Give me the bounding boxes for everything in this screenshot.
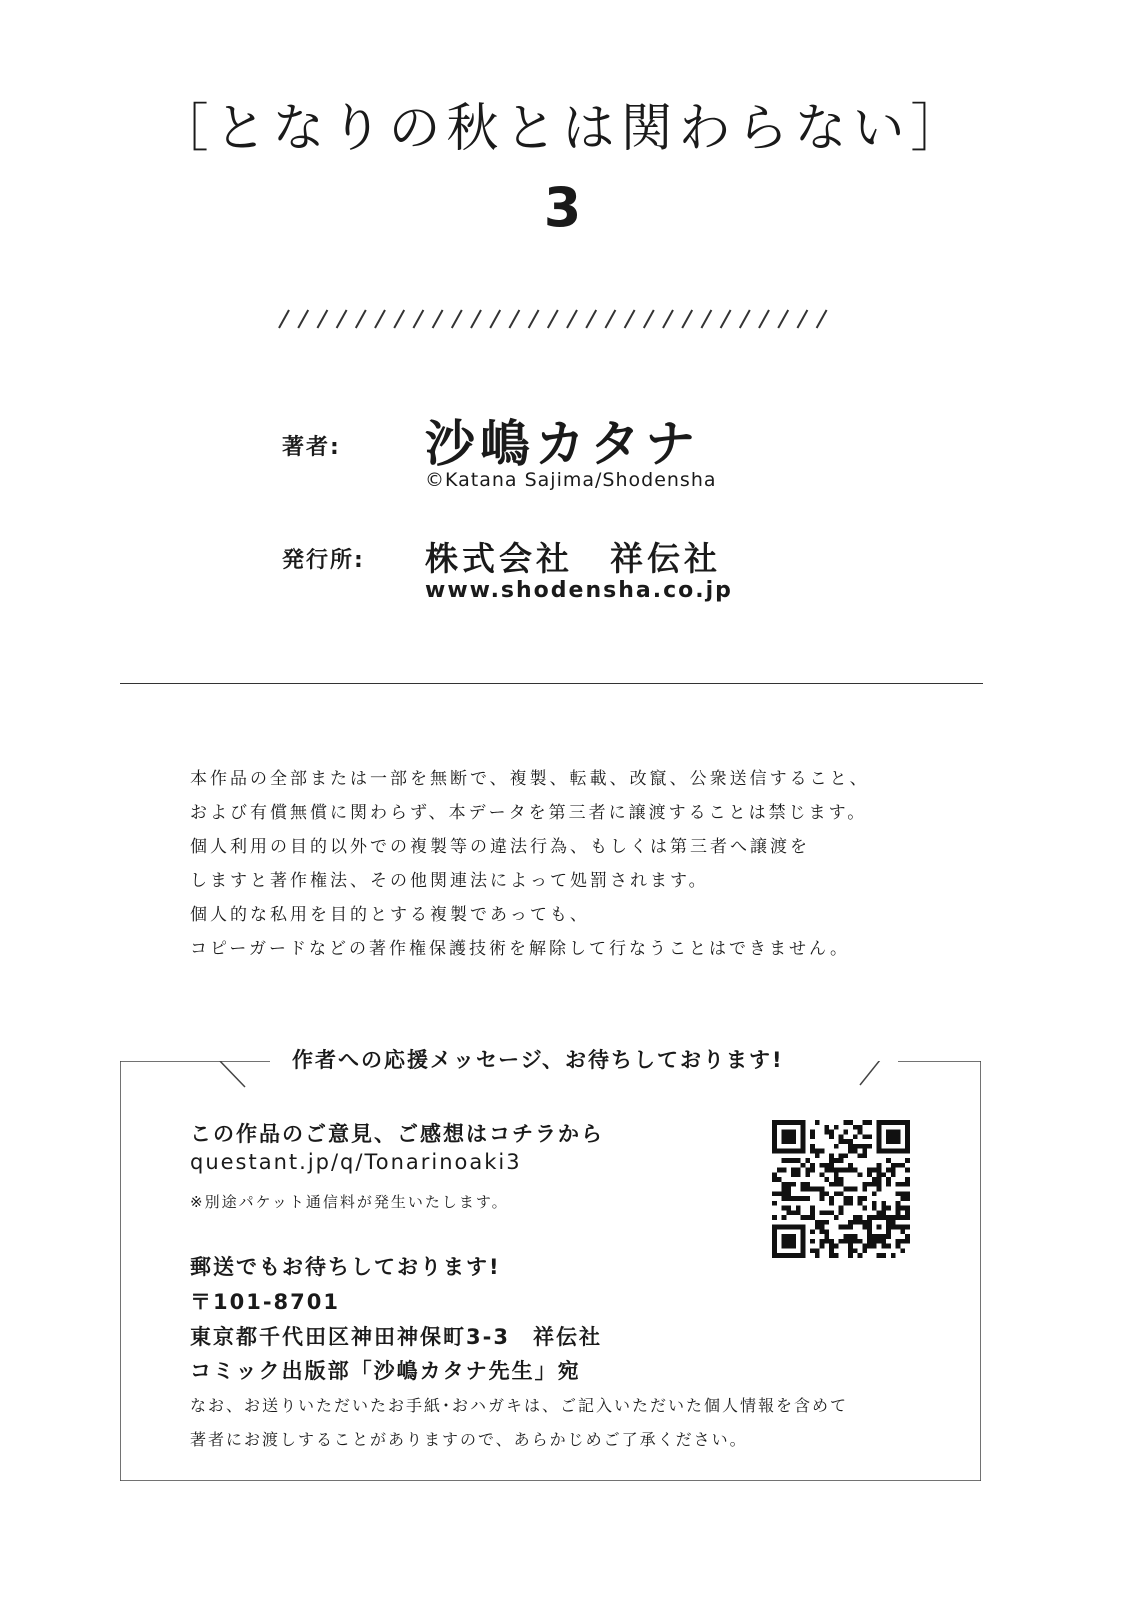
feedback-url[interactable]: questant.jp/q/Tonarinoaki3 — [190, 1150, 522, 1174]
message-box-header: 作者への応援メッセージ、お待ちしております! — [292, 1048, 784, 1072]
slash-divider — [275, 308, 835, 330]
author-copyright: ©Katana Sajima/Shodensha — [425, 469, 717, 491]
feedback-note: ※別途パケット通信料が発生いたします。 — [190, 1193, 509, 1211]
notice-line: および有償無償に関わらず、本データを第三者に譲渡することは禁じます。 — [190, 803, 868, 823]
qr-code-icon[interactable] — [772, 1120, 910, 1258]
notice-line: しますと著作権法、その他関連法によって処罰されます。 — [190, 871, 709, 891]
feedback-title: この作品のご意見、ご感想はコチラから — [190, 1122, 604, 1146]
section-divider — [120, 683, 983, 684]
publisher-url: www.shodensha.co.jp — [425, 578, 733, 603]
copyright-notice — [190, 762, 870, 966]
notice-line: 個人的な私用を目的とする複製であっても、 — [190, 905, 590, 925]
mail-address: 東京都千代田区神田神保町3-3 祥伝社 — [190, 1325, 602, 1349]
mail-note: なお、お送りいただいたお手紙･おハガキは、ご記入いただいた個人情報を含めて — [190, 1396, 849, 1415]
author-name: 沙嶋カタナ — [425, 415, 700, 473]
notice-line: 個人利用の目的以外での複製等の違法行為、もしくは第三者へ譲渡を — [190, 837, 810, 857]
mail-title: 郵送でもお待ちしております! — [190, 1255, 501, 1279]
author-label: 著者: — [282, 435, 341, 460]
book-title: ［となりの秋とは関わらない］ — [156, 99, 969, 159]
notice-line: 本作品の全部または一部を無断で、複製、転載、改竄、公衆送信すること、 — [190, 769, 870, 789]
mail-postal-code: 〒101-8701 — [190, 1290, 340, 1314]
publisher-label: 発行所: — [282, 548, 365, 573]
volume-number: 3 — [543, 176, 582, 239]
mail-note: 著者にお渡しすることがありますので、あらかじめご了承ください。 — [190, 1430, 748, 1449]
notice-line: コピーガードなどの著作権保護技術を解除して行なうことはできません。 — [190, 939, 850, 959]
publisher-name: 株式会社 祥伝社 — [425, 539, 721, 578]
mail-department: コミック出版部「沙嶋カタナ先生」宛 — [190, 1359, 581, 1383]
